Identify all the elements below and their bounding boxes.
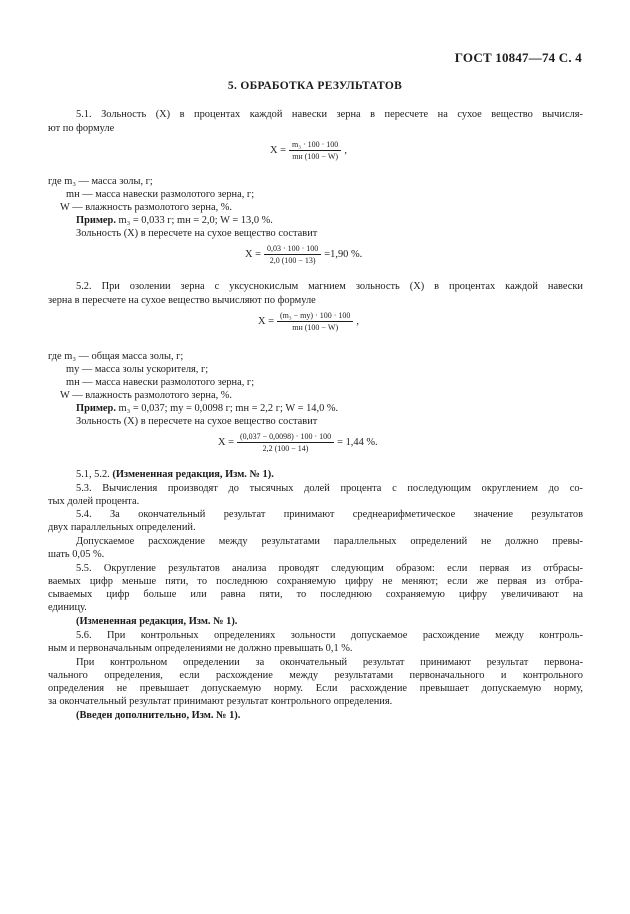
change-note-1-prefix: 5.1, 5.2. (76, 469, 110, 480)
added-note: (Введен дополнительно, Изм. № 1). (76, 710, 241, 721)
where2-line2: mу — масса золы ускорителя, г; (66, 364, 209, 375)
where2-line1: где m₃ — общая масса золы, г; (48, 351, 184, 362)
p56-line2: ным и первоначальным определениями не должно превышать 0,1 %. (48, 643, 353, 654)
example-1-label: Пример. (76, 215, 116, 226)
p55-line3: сываемых цифр больше или равна пяти, то последнюю сохраняемую цифру увеличивают на (48, 589, 583, 600)
formula-2-fraction (264, 244, 321, 265)
formula-4-result: = 1,44 %. (337, 437, 378, 448)
page-header: ГОСТ 10847—74 С. 4 (454, 50, 582, 65)
p54-line1: 5.4. За окончательный результат принимают среднеарифметическое значение результатов (76, 509, 583, 520)
p56-line4: чального определения, если расхождение между результатами первоначального и контрольного (48, 670, 583, 681)
formula-4-numerator: (0,037 − 0,0098) · 100 · 100 (237, 432, 334, 443)
formula-1-fraction (289, 140, 341, 161)
change-note-1 (76, 468, 274, 481)
formula-4-denominator: 2,2 (100 − 14) (262, 444, 309, 453)
p56-line6: за окончательный результат принимают результат контрольного определения. (48, 696, 393, 707)
where2-line4: W — влажность размолотого зерна, %. (60, 390, 233, 401)
formula-3-denominator: mн (100 − W) (292, 323, 339, 332)
p56-line3: При контрольном определении за окончательный результат принимают результат первона- (76, 657, 583, 668)
where1-line5: Зольность (X) в пересчете на сухое вещество составит (76, 228, 318, 239)
formula-1-denominator: mн (100 − W) (292, 152, 339, 161)
formula-4 (218, 432, 378, 453)
formula-3-tail: , (356, 316, 359, 327)
formula-3-numerator: (m₃ − mу) · 100 · 100 (277, 311, 353, 322)
formula-1 (270, 140, 347, 161)
formula-3-lhs: X = (258, 316, 274, 327)
p55-line4: единицу. (48, 602, 87, 613)
example-2-text: m₃ = 0,037; mу = 0,0098 г; mн = 2,2 г; W = 14,0 %. (118, 403, 339, 414)
p53-line2: тых долей процента. (48, 496, 140, 507)
p55-line1: 5.5. Округление результатов анализа проводят следующим образом: если первая из отбрасы- (76, 563, 583, 574)
p54-line3: Допускаемое расхождение между результатами параллельных определений не должно превы- (76, 536, 583, 547)
formula-3 (258, 311, 359, 332)
example-1 (76, 214, 273, 227)
p54-line4: шать 0,05 %. (48, 549, 105, 560)
formula-2-denominator: 2,0 (100 − 13) (269, 256, 316, 265)
formula-3-fraction (277, 311, 353, 332)
where2-line6: Зольность (X) в пересчете на сухое вещество составит (76, 416, 318, 427)
formula-1-numerator: m₃ · 100 · 100 (289, 140, 341, 151)
p54-line2: двух параллельных определений. (48, 522, 196, 533)
p52-line1: 5.2. При озолении зерна с уксуснокислым магнием зольность (X) в процентах каждой навески (76, 281, 583, 292)
where1-line1: где m₃ — масса золы, г; (48, 176, 153, 187)
section-title: 5. ОБРАБОТКА РЕЗУЛЬТАТОВ (227, 80, 403, 92)
formula-1-tail: , (344, 145, 347, 156)
formula-2-result: =1,90 %. (324, 249, 363, 260)
change-note-2: (Измененная редакция, Изм. № 1). (76, 616, 238, 627)
p52-line2: зерна в пересчете на сухое вещество вычисляют по формуле (48, 295, 316, 306)
p56-line5: определения не превышает допускаемую норму. Если расхождение превышает допускаемую норму, (48, 683, 583, 694)
p53-line1: 5.3. Вычисления производят до тысячных долей процента с последующим округлением до со- (76, 483, 583, 494)
where1-line3: W — влажность размолотого зерна, %. (60, 202, 233, 213)
formula-1-lhs: X = (270, 145, 286, 156)
example-1-text: m₃ = 0,033 г; mн = 2,0; W = 13,0 %. (118, 215, 273, 226)
formula-2-lhs: X = (245, 249, 261, 260)
formula-2 (245, 244, 362, 265)
p55-line2: ваемых цифр меньше пяти, то последнюю сохраняемую цифру не меняют; если же первая из отбра- (48, 576, 583, 587)
where1-line2: mн — масса навески размолотого зерна, г; (66, 189, 255, 200)
where2-line3: mн — масса навески размолотого зерна, г; (66, 377, 255, 388)
p51-line1: 5.1. Зольность (X) в процентах каждой навески зерна в пересчете на сухое вещество вычисля- (76, 109, 583, 120)
example-2 (76, 402, 338, 415)
formula-4-lhs: X = (218, 437, 234, 448)
p51-line2: ют по формуле (48, 123, 115, 134)
formula-4-fraction (237, 432, 334, 453)
example-2-label: Пример. (76, 403, 116, 414)
formula-2-numerator: 0,03 · 100 · 100 (264, 244, 321, 255)
change-note-1-text: (Измененная редакция, Изм. № 1). (112, 469, 274, 480)
p56-line1: 5.6. При контрольных определениях зольности допускаемое расхождение между контроль- (76, 630, 583, 641)
